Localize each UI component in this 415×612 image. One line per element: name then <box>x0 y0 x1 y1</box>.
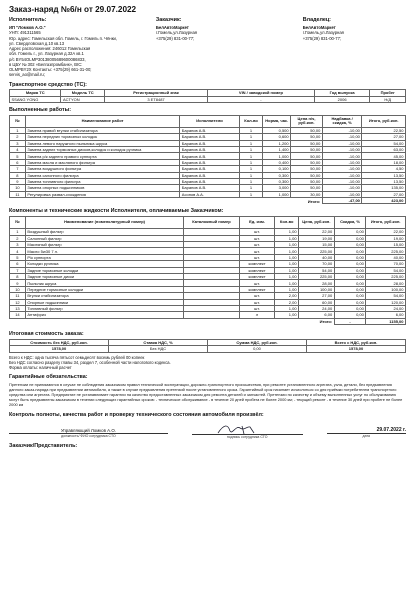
parts-cell: Салонный фильтр <box>25 235 183 241</box>
works-cell: 50,00 <box>291 140 323 146</box>
executor-line: ИП "Ломков А.О." <box>9 25 46 30</box>
works-cell: -10,00 <box>322 178 362 184</box>
works-cell: Баранов А.В. <box>180 140 239 146</box>
parts-cell: 2,00 <box>275 299 299 305</box>
works-cell: 50,00 <box>291 127 323 133</box>
vehicle-col-header: Регистрационный знак <box>105 90 208 96</box>
parts-cell: 1,00 <box>275 305 299 311</box>
works-cell: Баранов А.В. <box>180 185 239 191</box>
executor-line: в ЦБУ № 302 «Белгазпромбанк», ВІС: <box>9 61 83 67</box>
note-line: Всего к НДС: одна тысяча пятьсот семьдесят восемь рублей 00 копеек <box>9 354 145 360</box>
works-cell: Баранов А.В. <box>180 153 239 159</box>
parts-cell: Задние тормозные диски <box>25 273 183 279</box>
parts-col-header: Каталожный номер <box>184 217 239 229</box>
works-cell: 54,00 <box>362 140 406 146</box>
parts-cell: Втулки стабилизатора <box>25 293 183 299</box>
works-cell: -10,00 <box>322 153 362 159</box>
executor-line: Адрес расположения: 246012 Гомельская <box>9 46 91 51</box>
parts-cell: Масляный фильтр <box>25 242 183 248</box>
works-cell: Регулировка развал-схождения <box>25 191 179 197</box>
works-total-value: 423,00 <box>362 198 406 204</box>
parts-cell: 10 <box>10 286 26 292</box>
works-total-label: Итого: <box>307 198 321 204</box>
parts-cell: 0,00 <box>334 267 366 273</box>
customer-line: БелАвтоМаркет <box>155 25 189 30</box>
works-cell: 11 <box>10 191 26 197</box>
parts-cell: 22,00 <box>366 229 406 235</box>
works-cell: 1 <box>239 172 263 178</box>
works-cell: 3,000 <box>263 185 291 191</box>
control-position-col <box>9 428 168 439</box>
parts-cell: 6,00 <box>366 312 406 318</box>
works-cell: 1 <box>239 159 263 165</box>
works-col-header: Наименование работ <box>25 115 179 127</box>
parts-cell: 12 <box>10 299 26 305</box>
vehicle-heading: Транспортное средство (ТС): <box>9 81 87 88</box>
customer-block <box>156 17 287 77</box>
parts-cell: 7 <box>10 267 26 273</box>
works-cell: Баранов А.В. <box>180 178 239 184</box>
parts-cell: 24,00 <box>366 305 406 311</box>
parts-cell: 0,00 <box>334 293 366 299</box>
vehicle-cell: Н/Д <box>370 96 406 102</box>
vehicle-cell: 2006 <box>314 96 369 102</box>
works-cell: Замена топливного фильтра <box>25 178 179 184</box>
parts-cell: 70,00 <box>366 261 406 267</box>
works-col-header: № <box>10 115 26 127</box>
works-cell: 50,00 <box>291 178 323 184</box>
works-cell: Замена передних тормозных колодок <box>25 134 179 140</box>
works-cell: 0,300 <box>263 172 291 178</box>
works-cell: 4,50 <box>362 166 406 172</box>
parts-cell: 13 <box>10 305 26 311</box>
works-cell: 30,00 <box>291 191 323 197</box>
cost-cell: 1578,00 <box>307 346 406 352</box>
works-total-discount: -47,00 <box>322 198 362 204</box>
works-cell: -10,00 <box>322 185 362 191</box>
works-cell: Баранов А.В. <box>180 127 239 133</box>
parts-cell: 0,00 <box>334 299 366 305</box>
works-cell: 22,50 <box>362 127 406 133</box>
parts-cell: 14 <box>10 312 26 318</box>
cost-col-header: Сумма НДС, руб.коп. <box>208 339 307 345</box>
works-cell: 0,300 <box>263 178 291 184</box>
works-cell: 1,000 <box>263 153 291 159</box>
vehicle-col-header: Марка ТС <box>10 90 61 96</box>
parts-cell: 1,00 <box>275 286 299 292</box>
executor-line: р/с BY54OLMP30138005689600086833, <box>9 56 86 62</box>
cost-cell: 1578,00 <box>10 346 109 352</box>
works-cell: 50,00 <box>291 146 323 152</box>
parts-cell: шт. <box>239 242 275 248</box>
cost-col-header: Ставка НДС, % <box>109 339 208 345</box>
owner-line: +375(29) 831-00-77; <box>302 35 342 41</box>
works-cell: -10,00 <box>322 134 362 140</box>
parts-cell: Задние тормозные колодки <box>25 267 183 273</box>
control-name: Управляющий Ломков А.О. <box>9 428 168 435</box>
works-cell: 1,200 <box>263 140 291 146</box>
parts-cell: шт. <box>239 299 275 305</box>
parts-cell: 0,00 <box>334 305 366 311</box>
vehicle-cell: 3 ЕТ8487 <box>105 96 208 102</box>
works-table <box>9 115 406 205</box>
page-title: Заказ-наряд №6/н от 29.07.2022 <box>9 5 137 14</box>
parts-cell: 1,00 <box>275 248 299 254</box>
vehicle-table <box>9 89 406 103</box>
parts-cell: 15,00 <box>299 242 335 248</box>
parts-cell: 1,00 <box>275 242 299 248</box>
customer-line: +375(29) 831-00-77; <box>155 35 195 41</box>
parts-col-header: Наименование (номенклатурный номер) <box>25 217 183 229</box>
parts-cell: 8 <box>10 273 26 279</box>
parts-cell: 0,00 <box>334 273 366 279</box>
parts-cell: 11 <box>10 293 26 299</box>
parts-cell: 0,00 <box>334 312 366 318</box>
works-cell: 27,00 <box>362 191 406 197</box>
works-cell: 27,00 <box>362 134 406 140</box>
works-cell: 50,00 <box>291 166 323 172</box>
control-date-col <box>327 427 406 439</box>
parts-cell: л <box>239 312 275 318</box>
guarantee-heading: Гарантийные обязательства: <box>9 373 88 380</box>
works-cell: 63,00 <box>362 146 406 152</box>
works-cell: Баранов А.В. <box>180 146 239 152</box>
cost-table <box>9 339 406 353</box>
parts-cell: 225,00 <box>299 273 335 279</box>
executor-line: OLMPBY2X Контакты: +375(29) 661-31-00; <box>9 67 92 72</box>
works-cell: 8 <box>10 172 26 178</box>
parts-cell: 0,00 <box>334 280 366 286</box>
parts-cell: 22,00 <box>299 229 335 235</box>
works-col-header: Надбавка /скидка, % <box>322 115 362 127</box>
works-cell: 45,00 <box>362 153 406 159</box>
works-cell: Баранов А.В. <box>180 172 239 178</box>
works-cell: 1 <box>239 134 263 140</box>
parts-cell: 1,00 <box>275 273 299 279</box>
cost-heading: Итоговая стоимость заказа: <box>9 331 84 338</box>
parts-cell: Масло 5w30 7 л. <box>25 248 183 254</box>
vehicle-col-header: Модель ТС <box>61 90 105 96</box>
works-cell: 1 <box>239 153 263 159</box>
parts-cell: 27,00 <box>299 293 335 299</box>
works-cell: -10,00 <box>322 166 362 172</box>
parts-cell: 0,00 <box>334 242 366 248</box>
guarantee-text: Претензии не принимаются в случае не соблюдения заказчиком правил технической эксплуатации, дорожно-транспортного происшествия, при ремонте установленного агрегата, узла, детали, без предъявления данного заказ-наряда при предъявлении автомобиля, а также в случае предъявления претензий после установленного срока. Гарантийный срок начинает исчисляться со дня приёмки потребителем транспортного средства или агрегата. Предприятие не устанавливает гарантии на качество предоставленных заказчиком для ремонта деталей и запчастей. Претензии по качеству и объему выполненных услуг по обслуживанию могут быть предъявлены заказчиком в течении следующих гарантийных сроков: - техническое обслуживание - в течение 20 дней пробега не более 2000 км; - текущий ремонт - в течение 30 дней при пробеге не более 2000 км <box>9 381 403 407</box>
cost-col-header: Стоимость без НДС, руб.коп. <box>10 339 109 345</box>
works-cell: 9 <box>10 178 26 184</box>
parts-cell: Топливный фильтр <box>25 305 183 311</box>
parts-cell: Пыльник шруса <box>25 280 183 286</box>
parts-cell: Воздушный фильтр <box>25 229 183 235</box>
parts-cell: 225,00 <box>299 248 335 254</box>
owner-lines <box>303 25 406 41</box>
parts-col-header: Цена, руб.коп. <box>299 217 335 229</box>
parts-cell: 225,00 <box>366 273 406 279</box>
parts-cell: 1 <box>10 229 26 235</box>
parts-cell: шт. <box>239 293 275 299</box>
parts-col-header: № <box>10 217 26 229</box>
owner-line: БелАвтоМаркет <box>302 25 336 30</box>
parts-cell: 28,00 <box>366 280 406 286</box>
works-cell: -10,00 <box>322 140 362 146</box>
works-cell: Замена воздушного фильтра <box>25 166 179 172</box>
parts-total-row <box>10 318 406 324</box>
parts-cell: 225,00 <box>366 248 406 254</box>
control-date-caption: дата <box>362 434 370 439</box>
parts-cell: комплект <box>239 261 275 267</box>
parts-cell: 1,00 <box>275 261 299 267</box>
works-cell: 1 <box>10 127 26 133</box>
works-col-header: Исполнители <box>180 115 239 127</box>
parts-cell: 1,00 <box>275 280 299 286</box>
vehicle-cell: ACTYON <box>61 96 105 102</box>
parts-cell: 9 <box>10 280 26 286</box>
works-cell: 50,00 <box>291 153 323 159</box>
vehicle-col-header: Пробег <box>370 90 406 96</box>
works-cell: 1 <box>239 178 263 184</box>
note-line: Без НДС согласно разделу главы 34, раздел 7, особенной части налогового кодекса. <box>9 359 171 365</box>
works-cell: Баранов А.В. <box>180 134 239 140</box>
vehicle-col-header: VIN / заводской номер <box>207 90 314 96</box>
works-cell: 50,00 <box>291 134 323 140</box>
works-cell: Замена салонного фильтра <box>25 172 179 178</box>
works-cell: 1 <box>239 191 263 197</box>
works-cell: 1 <box>239 127 263 133</box>
works-cell: Замена опорных подшипников <box>25 185 179 191</box>
owner-block <box>303 17 406 77</box>
works-cell: Баранов А.В. <box>180 159 239 165</box>
works-cell: Асонов А.А. <box>180 191 239 197</box>
parts-cell: 54,00 <box>366 293 406 299</box>
works-cell: 1 <box>239 146 263 152</box>
parts-cell: 0,00 <box>334 229 366 235</box>
parts-cell: 70,00 <box>299 261 335 267</box>
parts-cell: Опорные подшипники <box>25 299 183 305</box>
customer-lines <box>156 25 287 41</box>
parts-cell: 100,00 <box>366 286 406 292</box>
works-total-row <box>10 198 406 204</box>
works-cell: Баранов А.В. <box>180 166 239 172</box>
works-col-header: Норма, час. <box>263 115 291 127</box>
parts-cell: 3 <box>10 242 26 248</box>
works-cell: Замена левого наружного пыльника шруса <box>25 140 179 146</box>
works-cell: 50,00 <box>291 159 323 165</box>
works-cell: 50,00 <box>291 185 323 191</box>
works-cell: 7 <box>10 166 26 172</box>
works-cell: -10,00 <box>322 159 362 165</box>
parts-cell: 19,00 <box>299 235 335 241</box>
parts-table <box>9 216 406 325</box>
works-cell: -10,00 <box>322 127 362 133</box>
executor-block <box>9 17 140 77</box>
parts-cell: 1,00 <box>275 235 299 241</box>
parts-col-header: Скидка, % <box>334 217 366 229</box>
works-cell: Замена масла и масляного фильтра <box>25 159 179 165</box>
parts-col-header: Ед. изм. <box>239 217 275 229</box>
works-cell: -10,00 <box>322 146 362 152</box>
parts-cell: 54,00 <box>366 267 406 273</box>
works-cell: 13,50 <box>362 178 406 184</box>
executor-lines <box>9 25 140 78</box>
works-cell: 135,00 <box>362 185 406 191</box>
parts-cell: 15,00 <box>366 242 406 248</box>
control-sign-caption: подпись сотрудника СТО <box>226 435 268 440</box>
parts-cell: Р/к суппорта <box>25 254 183 260</box>
parts-cell: 54,00 <box>299 267 335 273</box>
parts-cell: 0,00 <box>334 248 366 254</box>
customer-line: г.Гомель,ул.Лазурная <box>155 30 198 36</box>
parts-cell: шт. <box>239 229 275 235</box>
works-cell: 1,000 <box>263 191 291 197</box>
works-cell: 1 <box>239 140 263 146</box>
parts-cell: 60,00 <box>299 299 335 305</box>
notes-block <box>9 355 406 370</box>
parts-cell: 2,00 <box>275 293 299 299</box>
works-cell: 0,100 <box>263 166 291 172</box>
parts-cell: 1,00 <box>275 229 299 235</box>
owner-line: г.Гомель,ул.Лазурная <box>302 30 344 36</box>
works-cell: 0,500 <box>263 127 291 133</box>
parts-total-label: Итого: <box>319 319 333 325</box>
works-col-header: Цена н/ч, руб.коп. <box>291 115 323 127</box>
customer-rep-heading: Заказчик/Представитель: <box>9 442 78 449</box>
parts-cell: комплект <box>239 286 275 292</box>
parts-cell: шт. <box>239 254 275 260</box>
parts-cell: 1,00 <box>275 267 299 273</box>
vehicle-cell: - <box>207 96 314 102</box>
parts-cell: 1,00 <box>275 312 299 318</box>
parts-cell: 4 <box>10 248 26 254</box>
parts-cell: комплект <box>239 267 275 273</box>
control-position-caption: должность/ ФИО сотрудника СТО <box>61 434 116 439</box>
parts-cell: 120,00 <box>366 299 406 305</box>
parts-col-header: Итого, руб.коп. <box>366 217 406 229</box>
works-cell: Замена р/к заднего правого суппорта <box>25 153 179 159</box>
executor-line: обл. Гомель г., ул. Лазурная д.32А кв.1 <box>9 51 84 57</box>
works-cell: 0,400 <box>263 159 291 165</box>
works-cell: 3 <box>10 140 26 146</box>
works-cell: 50,00 <box>291 172 323 178</box>
control-date: 29.07.2022 г. <box>327 427 406 434</box>
signature-row <box>9 425 406 439</box>
works-cell: Замена правой втулки стабилизатора <box>25 127 179 133</box>
parts-cell: 6 <box>10 261 26 267</box>
parts-cell: 0,00 <box>334 286 366 292</box>
parts-cell: шт. <box>239 280 275 286</box>
executor-line: servis_ao@mail.ru; <box>9 72 45 78</box>
works-cell: 5 <box>10 153 26 159</box>
parts-heading: Компоненты и технические жидкости Исполнителя, оплачиваемые Заказчиком: <box>9 208 224 215</box>
executor-line: УНП: 491311565 <box>9 30 41 36</box>
control-heading: Контроль полноты, качества работ и проверку технического состояния автомобиля произвёл: <box>9 412 264 419</box>
parts-cell: 40,00 <box>366 254 406 260</box>
works-cell: 0,600 <box>263 134 291 140</box>
works-col-header: Кол-во <box>239 115 263 127</box>
parts-cell: шт. <box>239 235 275 241</box>
works-heading: Выполненные работы: <box>9 107 72 114</box>
parts-cell: 24,00 <box>299 305 335 311</box>
parts-cell: 0,00 <box>334 235 366 241</box>
vehicle-col-header: Год выпуска <box>314 90 369 96</box>
parts-cell: шт. <box>239 248 275 254</box>
parts-cell: 28,00 <box>299 280 335 286</box>
executor-line: ул. Свердловская д.10 кв.13 <box>9 40 65 46</box>
parts-total-discount: - <box>334 318 366 324</box>
parts-col-header: Кол-во <box>275 217 299 229</box>
cost-cell: 0,00 <box>208 346 307 352</box>
parts-cell: 6,00 <box>299 312 335 318</box>
works-cell: 1 <box>239 166 263 172</box>
works-cell: 6 <box>10 159 26 165</box>
parts-cell: 0,00 <box>334 261 366 267</box>
parts-cell: Передние тормозные колодки <box>25 286 183 292</box>
works-cell: 10 <box>10 185 26 191</box>
note-line: Форма оплаты: наличный расчет <box>9 364 72 370</box>
works-cell: -10,00 <box>322 172 362 178</box>
executor-heading: Исполнитель: <box>9 17 47 24</box>
parts-cell: Антифриз <box>25 312 183 318</box>
parts-cell: шт. <box>239 305 275 311</box>
parts-cell: 2 <box>10 235 26 241</box>
works-cell: -10,00 <box>322 191 362 197</box>
parts-cell: 19,00 <box>366 235 406 241</box>
parties-block <box>9 17 406 77</box>
works-cell: 13,50 <box>362 172 406 178</box>
parts-cell: Колодки ручника <box>25 261 183 267</box>
works-cell: Замена задних тормозных дисков,колодок и колодок ручника <box>25 146 179 152</box>
works-cell: 4 <box>10 146 26 152</box>
parts-cell: 100,00 <box>299 286 335 292</box>
parts-cell: 5 <box>10 254 26 260</box>
works-cell: 1 <box>239 185 263 191</box>
works-cell: 1,400 <box>263 146 291 152</box>
parts-cell: 0,00 <box>334 254 366 260</box>
works-col-header: Итого, руб.коп. <box>362 115 406 127</box>
parts-cell: 40,00 <box>299 254 335 260</box>
parts-total-value: 1155,00 <box>366 318 406 324</box>
cost-col-header: Всего с НДС, руб.коп. <box>307 339 406 345</box>
owner-heading: Владелец: <box>302 17 331 24</box>
parts-cell: 1,00 <box>275 254 299 260</box>
parts-cell: комплект <box>239 273 275 279</box>
works-cell: 18,00 <box>362 159 406 165</box>
works-cell: 2 <box>10 134 26 140</box>
executor-line: Юр. адрес: Гомельская обл. Гомель, г. Гомель п. Чёнки, <box>9 35 118 41</box>
cost-cell: Без НДС <box>109 346 208 352</box>
vehicle-cell: SSANG YONG <box>10 96 61 102</box>
customer-heading: Заказчик: <box>155 17 182 24</box>
control-sign-col <box>192 425 303 439</box>
